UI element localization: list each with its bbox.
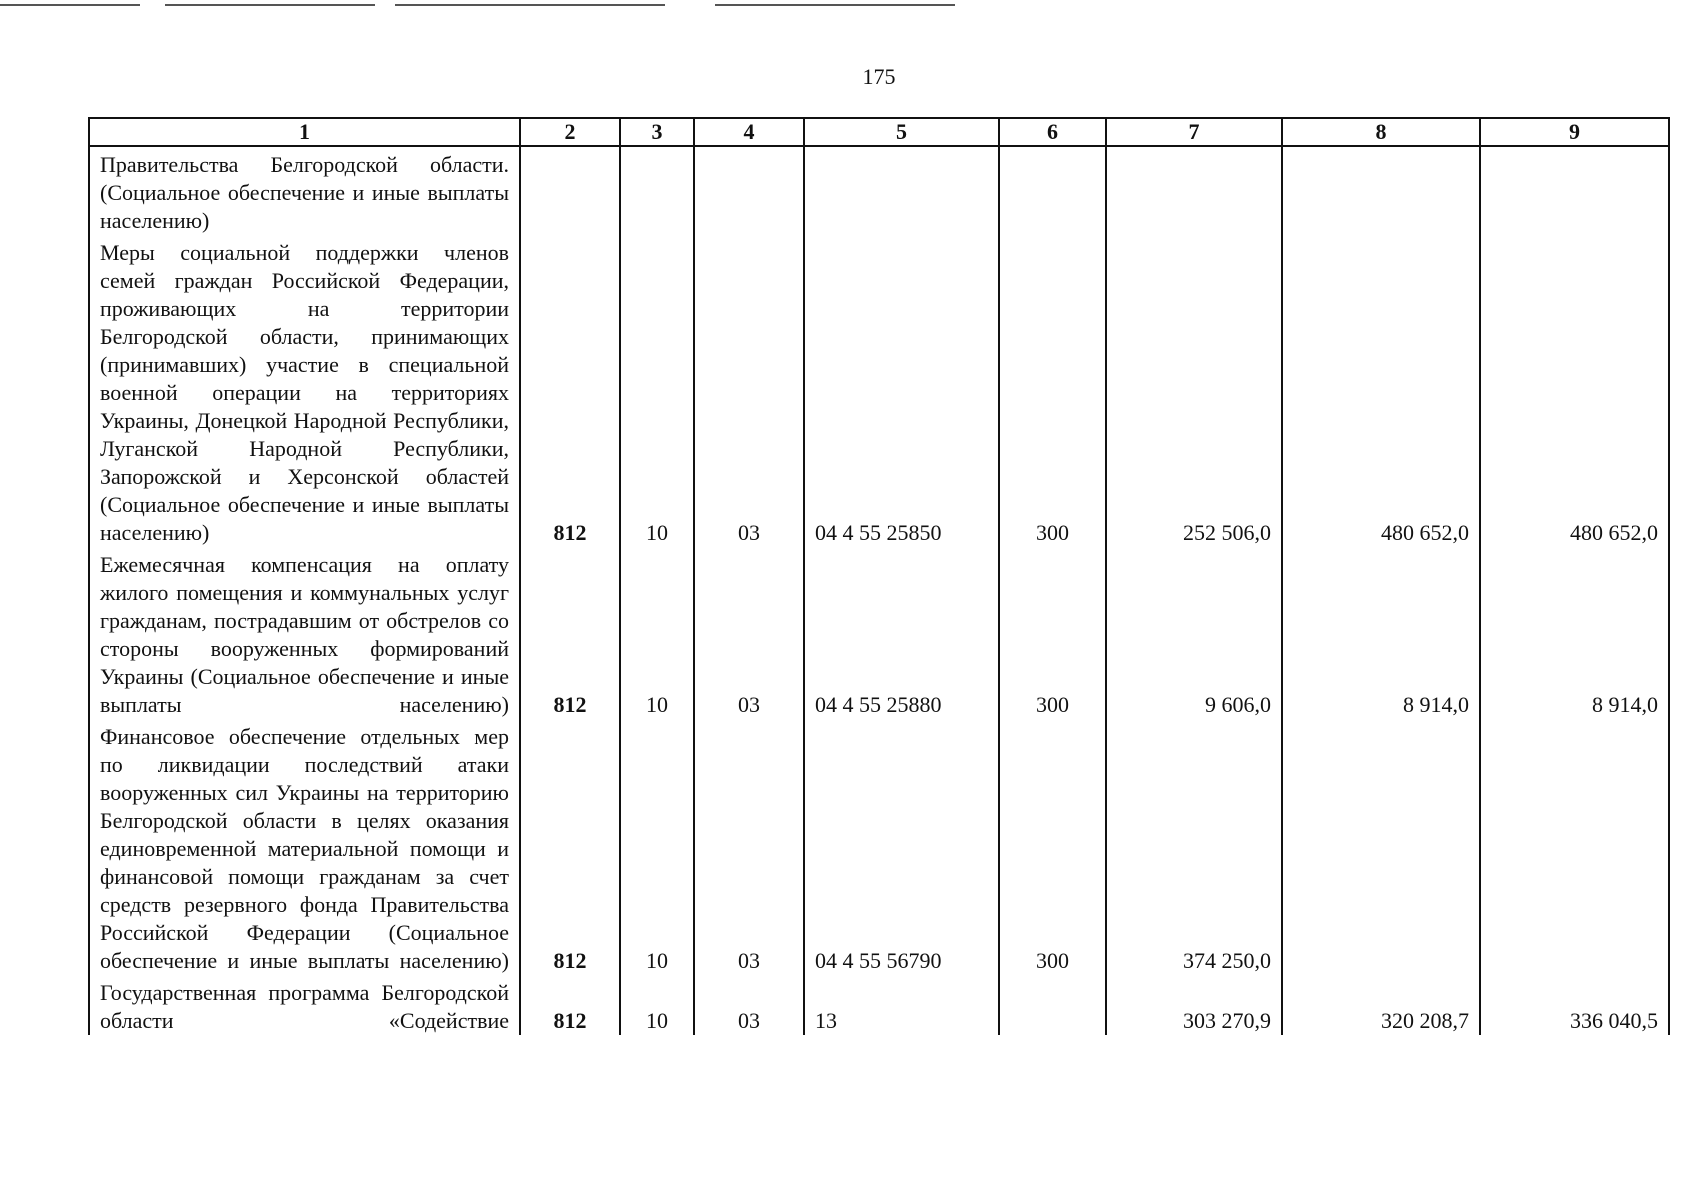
row-description: Ежемесячная компенсация на оплату жилого помещения и коммунальных услуг гражданам, пострадавшим от обстрелов со стороны вооруженных формирований Украины (Социальное обеспечение и иные выплаты населению) — [89, 547, 520, 719]
cell-expense-type: 300 — [999, 547, 1106, 719]
column-header: 1 — [89, 118, 520, 146]
column-header: 6 — [999, 118, 1106, 146]
cell-amount-col9: 480 652,0 — [1480, 235, 1669, 547]
budget-table — [88, 117, 1670, 1035]
column-header: 2 — [520, 118, 620, 146]
cell-admin-code: 812 — [520, 719, 620, 975]
cell-amount-col8 — [1282, 719, 1480, 975]
cell-amount-col7: 303 270,9 — [1106, 975, 1282, 1035]
row-description: Меры социальной поддержки членов семей граждан Российской Федерации, проживающих на территории Белгородской области, принимающих (принимавших) участие в специальной военной операции на территориях Украины, Донецкой Народной Республики, Луганской Народной Республики, Запорожской и Херсонской областей (Социальное обеспечение и иные выплаты населению) — [89, 235, 520, 547]
scan-edge-line — [395, 4, 665, 6]
cell-section: 10 — [620, 547, 694, 719]
cell-amount-col8: 480 652,0 — [1282, 235, 1480, 547]
cell-target-article — [804, 146, 999, 235]
cell-amount-col9 — [1480, 146, 1669, 235]
cell-target-article: 04 4 55 56790 — [804, 719, 999, 975]
row-description: Правительства Белгородской области. (Социальное обеспечение и иные выплаты населению) — [89, 146, 520, 235]
column-header: 3 — [620, 118, 694, 146]
cell-amount-col7 — [1106, 146, 1282, 235]
cell-amount-col7: 252 506,0 — [1106, 235, 1282, 547]
cell-amount-col9 — [1480, 719, 1669, 975]
cell-admin-code — [520, 146, 620, 235]
scan-edge-line — [0, 4, 140, 6]
cell-amount-col8 — [1282, 146, 1480, 235]
cell-section: 10 — [620, 719, 694, 975]
cell-subsection — [694, 146, 804, 235]
column-header: 9 — [1480, 118, 1669, 146]
column-header: 8 — [1282, 118, 1480, 146]
table-row — [89, 235, 1669, 547]
table-row — [89, 146, 1669, 235]
cell-subsection: 03 — [694, 547, 804, 719]
column-header-row — [89, 118, 1669, 146]
cell-section: 10 — [620, 235, 694, 547]
cell-subsection: 03 — [694, 719, 804, 975]
cell-amount-col8: 8 914,0 — [1282, 547, 1480, 719]
cell-amount-col8: 320 208,7 — [1282, 975, 1480, 1035]
page-number: 175 — [862, 64, 896, 89]
scan-edge-line — [165, 4, 375, 6]
cell-target-article: 04 4 55 25850 — [804, 235, 999, 547]
cell-subsection: 03 — [694, 975, 804, 1035]
table-row — [89, 547, 1669, 719]
cell-amount-col7: 9 606,0 — [1106, 547, 1282, 719]
row-description: Финансовое обеспечение отдельных мер по ликвидации последствий атаки вооруженных сил Украины на территорию Белгородской области в целях оказания единовременной материальной помощи и финансовой помощи гражданам за счет средств резервного фонда Правительства Российской Федерации (Социальное обеспечение и иные выплаты населению) — [89, 719, 520, 975]
cell-section: 10 — [620, 975, 694, 1035]
cell-amount-col9: 336 040,5 — [1480, 975, 1669, 1035]
row-description: Государственная программа Белгородской области «Содействие — [89, 975, 520, 1035]
cell-expense-type: 300 — [999, 235, 1106, 547]
cell-admin-code: 812 — [520, 235, 620, 547]
column-header: 7 — [1106, 118, 1282, 146]
table-row — [89, 975, 1669, 1035]
column-header: 4 — [694, 118, 804, 146]
column-header: 5 — [804, 118, 999, 146]
scan-edge-line — [715, 4, 955, 6]
cell-amount-col7: 374 250,0 — [1106, 719, 1282, 975]
cell-expense-type — [999, 975, 1106, 1035]
cell-amount-col9: 8 914,0 — [1480, 547, 1669, 719]
cell-section — [620, 146, 694, 235]
cell-target-article: 04 4 55 25880 — [804, 547, 999, 719]
cell-admin-code: 812 — [520, 547, 620, 719]
table-row — [89, 719, 1669, 975]
cell-subsection: 03 — [694, 235, 804, 547]
cell-target-article: 13 — [804, 975, 999, 1035]
cell-expense-type: 300 — [999, 719, 1106, 975]
cell-admin-code: 812 — [520, 975, 620, 1035]
cell-expense-type — [999, 146, 1106, 235]
